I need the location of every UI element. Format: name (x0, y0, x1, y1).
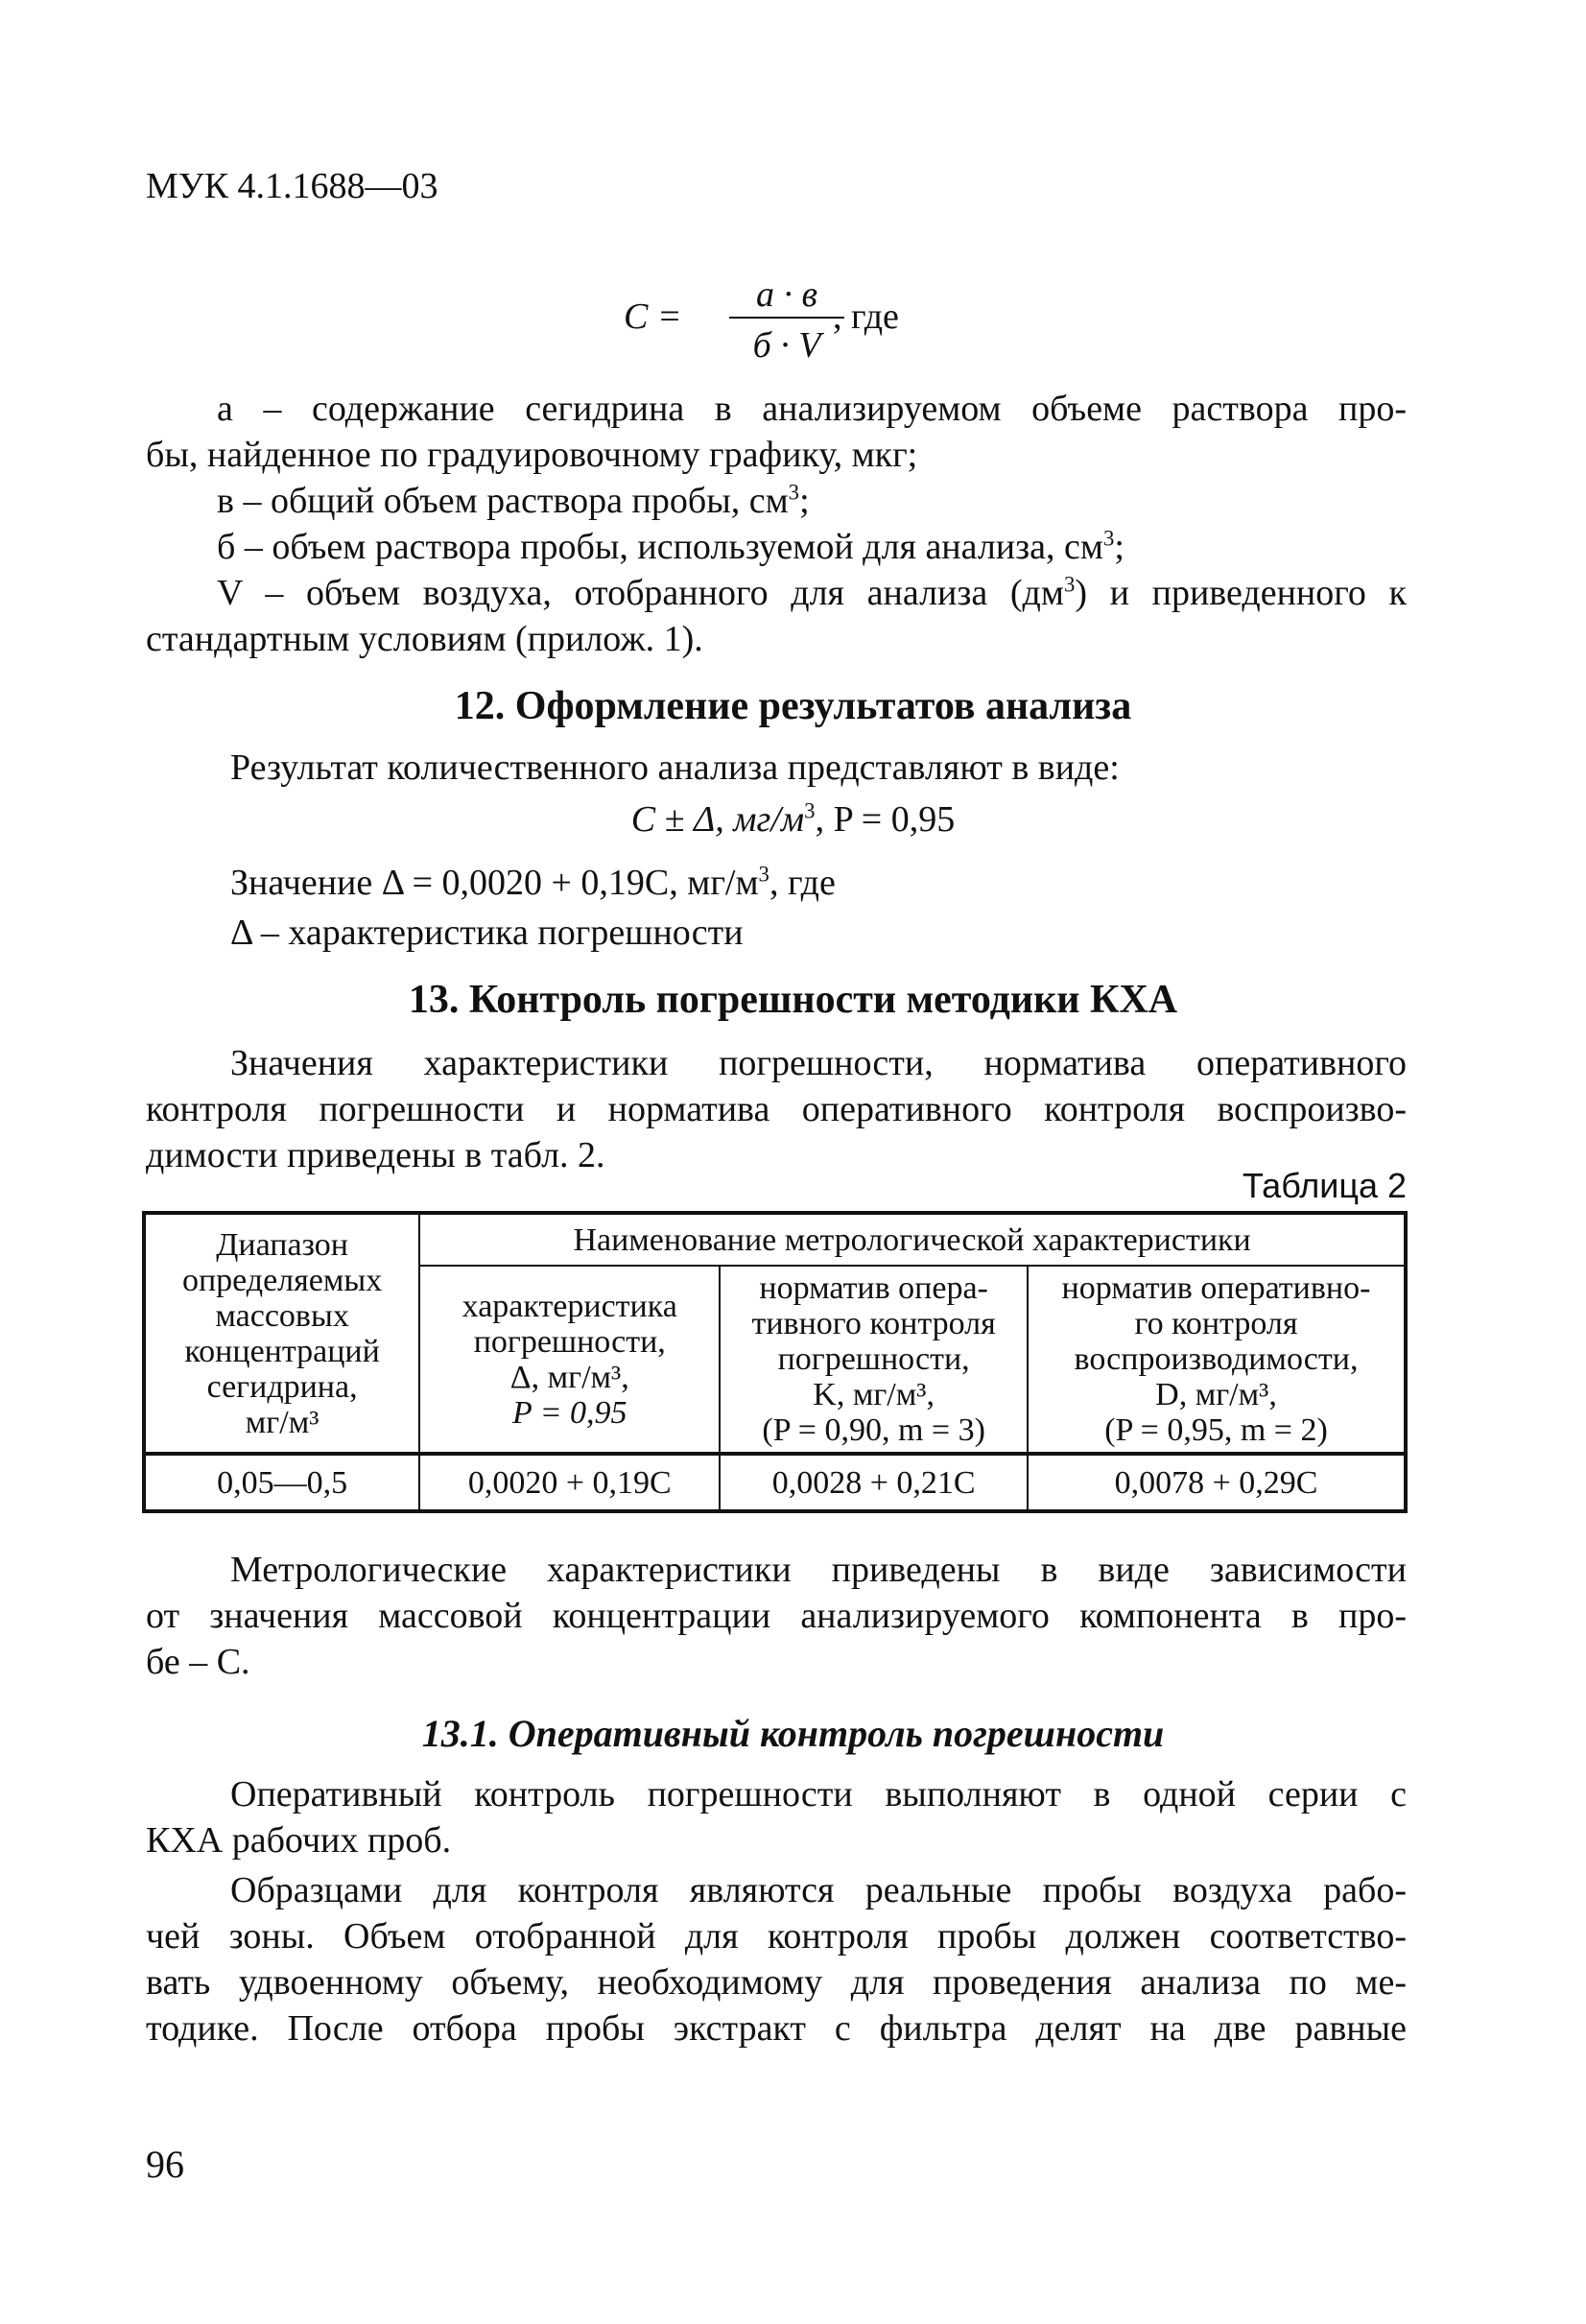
section-13-p1-line3: димости приведены в табл. 2. (146, 1135, 605, 1175)
section-13-1-p1-line1: Оперативный контроль погрешности выполняют в одной серии с (230, 1774, 1407, 1814)
header-range-line: определяемых (181, 1262, 383, 1298)
header-d-line: го контроля (1134, 1306, 1298, 1341)
header-d-cell (1028, 1266, 1406, 1454)
table-caption: Таблица 2 (1242, 1166, 1407, 1205)
definition-b-sup: 3 (1102, 526, 1115, 551)
doc-code: МУК 4.1.1688—03 (146, 166, 438, 206)
section-13-1-title: 13.1. Оперативный контроль погрешности (421, 1712, 1165, 1755)
formula-lhs: C = (624, 296, 682, 337)
delta-pre: Значение Δ = 0,0020 + 0,19C, мг/м (230, 863, 759, 903)
definition-v-text: в – общий объем раствора пробы, см (217, 481, 789, 521)
definition-V-line2: стандартным условиям (прилож. 1). (146, 619, 703, 659)
result-sup: 3 (804, 798, 816, 823)
header-k-line: (P = 0,90, m = 3) (762, 1412, 985, 1448)
header-k-line: норматив опера- (759, 1270, 988, 1306)
header-group-cell: Наименование метрологической характеристики (419, 1213, 1406, 1266)
header-k-line: K, мг/м³, (813, 1377, 935, 1412)
page-number: 96 (146, 2143, 184, 2186)
header-k-line: тивного контроля (751, 1306, 996, 1341)
header-d-line: (P = 0,95, m = 2) (1104, 1412, 1328, 1448)
definition-v-sup: 3 (788, 480, 800, 505)
definition-b-text: б – объем раствора пробы, используемой для анализа, см (217, 527, 1103, 567)
cell-range: 0,05—0,5 (144, 1454, 419, 1511)
section-13-1-p2-line3: вать удвоенному объему, необходимому для проведения анализа по ме- (146, 1962, 1407, 2003)
definition-V-sup: 3 (1063, 572, 1076, 597)
definition-V-post: ) и приведенного к (1075, 573, 1407, 613)
header-range-line: массовых (215, 1297, 349, 1334)
delta-definition: Δ – характеристика погрешности (230, 913, 744, 953)
after-table-line3: бе – C. (146, 1642, 250, 1682)
header-k-line: погрешности, (777, 1341, 970, 1377)
header-range-line: сегидрина, (206, 1368, 358, 1405)
header-range-line: мг/м³ (245, 1404, 320, 1440)
delta-post: , где (769, 863, 836, 903)
definition-a-line1: а – содержание сегидрина в анализируемом объеме раствора про- (217, 389, 1407, 429)
header-range-line: концентраций (184, 1333, 380, 1369)
result-expression (0, 796, 1586, 842)
section-13-1-p2-line4: тодике. После отбора пробы экстракт с фильтра делят на две равные (146, 2008, 1407, 2049)
section-13-p1-line2: контроля погрешности и норматива оперативного контроля воспроизво- (146, 1089, 1407, 1129)
definition-V-line1 (217, 570, 1407, 616)
after-table-line1: Метрологические характеристики приведены в виде зависимости (230, 1550, 1407, 1590)
cell-k: 0,0028 + 0,21C (720, 1454, 1028, 1511)
header-range-cell (144, 1213, 419, 1454)
definition-v-tail: ; (799, 481, 810, 521)
fraction-bar (729, 317, 844, 319)
section-13-1-p2-line2: чей зоны. Объем отобранной для контроля пробы должен соответство- (146, 1916, 1407, 1956)
delta-value (230, 860, 836, 906)
header-delta-line: Δ, мг/м³, (509, 1359, 629, 1395)
delta-sup: 3 (758, 862, 769, 887)
formula-suffix: , где (833, 296, 899, 337)
header-range-line: Диапазон (216, 1226, 348, 1263)
header-delta-line: погрешности, (473, 1323, 666, 1360)
definition-b-tail: ; (1114, 527, 1124, 567)
header-delta-cell (419, 1266, 720, 1454)
header-d-line: D, мг/м³, (1155, 1377, 1277, 1412)
table-row (144, 1454, 1406, 1511)
definition-a-line2: бы, найденное по градуировочному графику, мкг; (146, 435, 918, 475)
section-13-title: 13. Контроль погрешности методики КХА (408, 978, 1178, 1022)
metrology-table (142, 1211, 1408, 1513)
definition-V-pre: V – объем воздуха, отобранного для анализа (дм (217, 573, 1064, 613)
header-d-line: норматив оперативно- (1061, 1270, 1371, 1306)
section-13-1-p2-line1: Образцами для контроля являются реальные пробы воздуха рабо- (230, 1870, 1407, 1910)
header-delta-line: P = 0,95 (511, 1394, 627, 1431)
header-delta-line: характеристика (462, 1288, 677, 1324)
after-table-line2: от значения массовой концентрации анализируемого компонента в про- (146, 1596, 1407, 1636)
table-header-row-1 (144, 1213, 1406, 1266)
formula-denominator: б · V (752, 325, 821, 366)
cell-d: 0,0078 + 0,29C (1028, 1454, 1406, 1511)
section-12-title: 12. Оформление результатов анализа (454, 684, 1132, 728)
formula-numerator: a · в (756, 274, 817, 315)
header-k-cell (720, 1266, 1028, 1454)
definition-v (217, 478, 810, 524)
section-12-intro: Результат количественного анализа представляют в виде: (230, 747, 1120, 788)
result-post: , P = 0,95 (815, 799, 956, 840)
section-13-1-p1-line2: КХА рабочих проб. (146, 1820, 452, 1861)
result-pre: C ± Δ, мг/м (630, 799, 805, 840)
definition-b (217, 524, 1124, 570)
header-d-line: воспроизводимости, (1074, 1341, 1359, 1377)
section-13-p1-line1: Значения характеристики погрешности, норматива оперативного (230, 1043, 1407, 1083)
cell-delta: 0,0020 + 0,19C (419, 1454, 720, 1511)
